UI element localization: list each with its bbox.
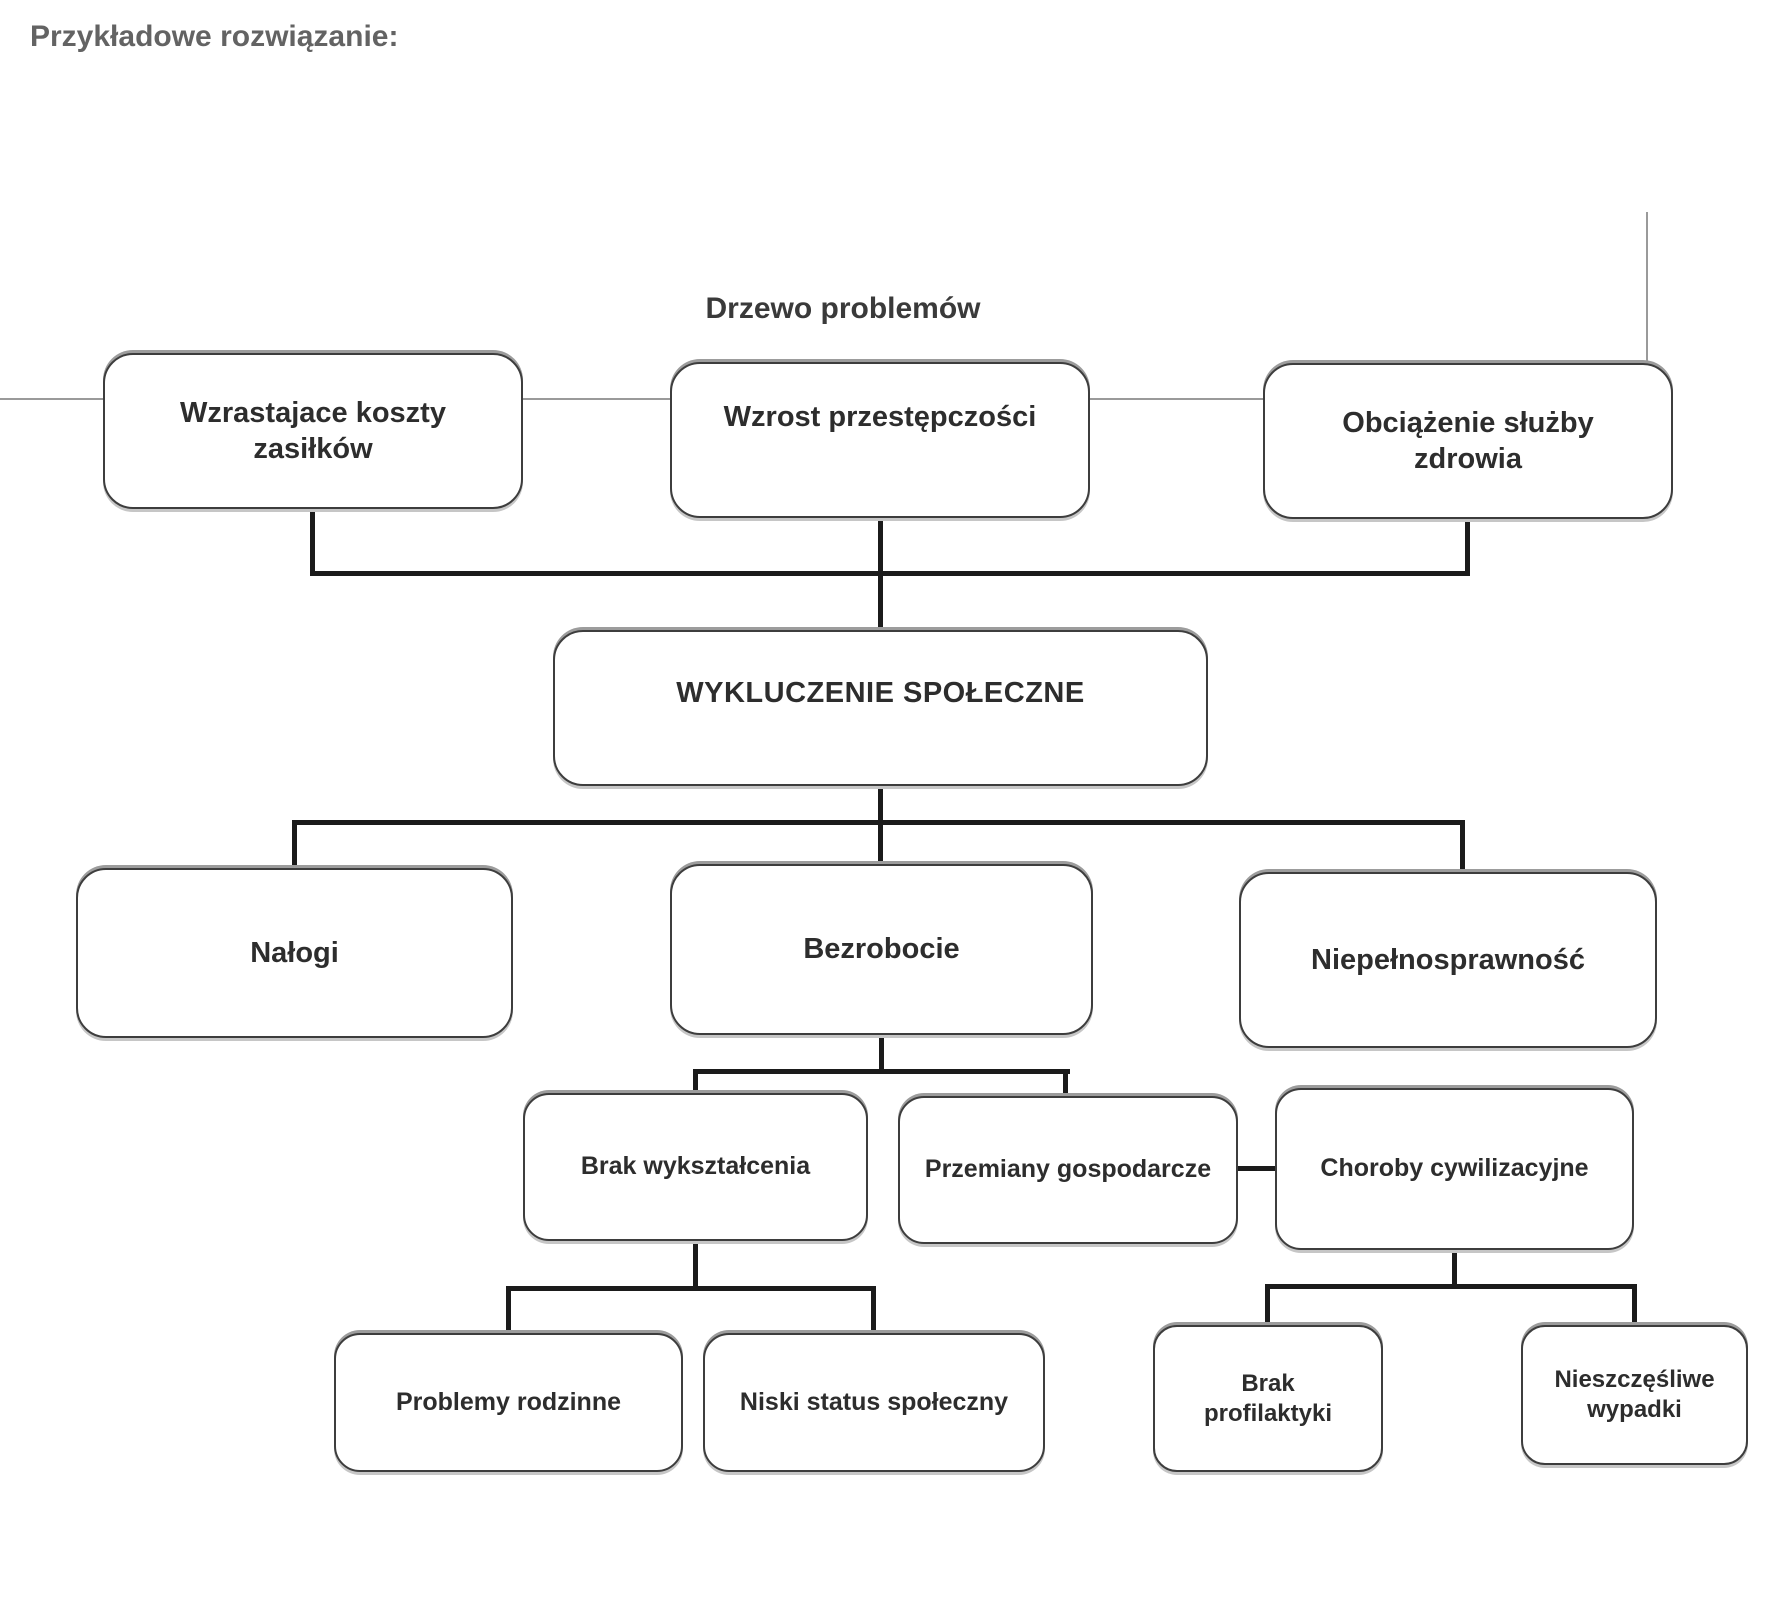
node-effect-costs-label: Wzrastajace koszty zasiłków [180, 396, 446, 465]
connector-to-unemployment [878, 820, 883, 868]
node-family-problems [334, 1333, 683, 1472]
node-low-social-status-label: Niski status społeczny [739, 1387, 1009, 1416]
node-economic-changes-label: Przemiany gospodarcze [924, 1155, 1212, 1184]
node-low-social-status [703, 1333, 1045, 1472]
connector-central-down [878, 783, 883, 825]
node-civilization-diseases [1275, 1088, 1634, 1250]
connector-civilization-horizontal [1265, 1284, 1637, 1289]
connector-to-disability [1460, 820, 1465, 876]
node-accidents [1521, 1325, 1748, 1465]
node-disability [1239, 872, 1657, 1048]
connector-to-family-problems [506, 1286, 511, 1336]
node-effect-costs [103, 353, 523, 509]
node-effect-crime-label: Wzrost przestępczości [723, 400, 1037, 433]
connector-unemployment-horizontal [693, 1069, 1070, 1074]
connector-to-addictions [292, 820, 297, 873]
connector-to-accidents [1632, 1284, 1637, 1329]
node-no-prevention [1153, 1325, 1383, 1472]
node-effect-crime [670, 362, 1090, 518]
node-addictions [76, 868, 513, 1038]
node-no-education [523, 1093, 868, 1241]
node-civilization-diseases-label: Choroby cywilizacyjne [1320, 1154, 1589, 1183]
connector-no-education-down [693, 1239, 698, 1291]
node-addictions-label: Nałogi [250, 936, 339, 969]
node-disability-label: Niepełnosprawność [1311, 943, 1585, 976]
node-effect-health [1263, 363, 1673, 519]
node-unemployment [670, 864, 1093, 1035]
node-no-prevention-label: Brak profilaktyki [1203, 1369, 1333, 1427]
connector-economic-to-civilization [1236, 1166, 1277, 1171]
node-no-education-label: Brak wykształcenia [580, 1152, 811, 1181]
node-family-problems-label: Problemy rodzinne [395, 1387, 622, 1416]
node-accidents-label: Nieszczęśliwe wypadki [1554, 1366, 1715, 1423]
connector-unemployment-down [879, 1033, 884, 1074]
connector-effect-costs-down [310, 506, 315, 576]
node-economic-changes [898, 1096, 1238, 1244]
connector-effect-health-down [1465, 514, 1470, 576]
connector-effects-horizontal [310, 571, 1470, 576]
connector-effect-crime-down [878, 512, 883, 576]
node-effect-health-label: Obciążenie służby zdrowia [1342, 406, 1594, 475]
page-rule-vertical [1646, 212, 1648, 362]
connector-no-education-horizontal [506, 1286, 876, 1291]
diagram-title: Drzewo problemów [705, 292, 981, 325]
page-header: Przykładowe rozwiązanie: [30, 20, 399, 53]
connector-effects-to-central [878, 571, 883, 633]
connector-to-low-social-status [871, 1286, 876, 1336]
node-central-problem-label: WYKLUCZENIE SPOŁECZNE [676, 676, 1085, 709]
node-central-problem [553, 630, 1208, 786]
node-unemployment-label: Bezrobocie [803, 933, 960, 966]
connector-civilization-down [1452, 1248, 1457, 1289]
connector-to-no-prevention [1265, 1284, 1270, 1329]
